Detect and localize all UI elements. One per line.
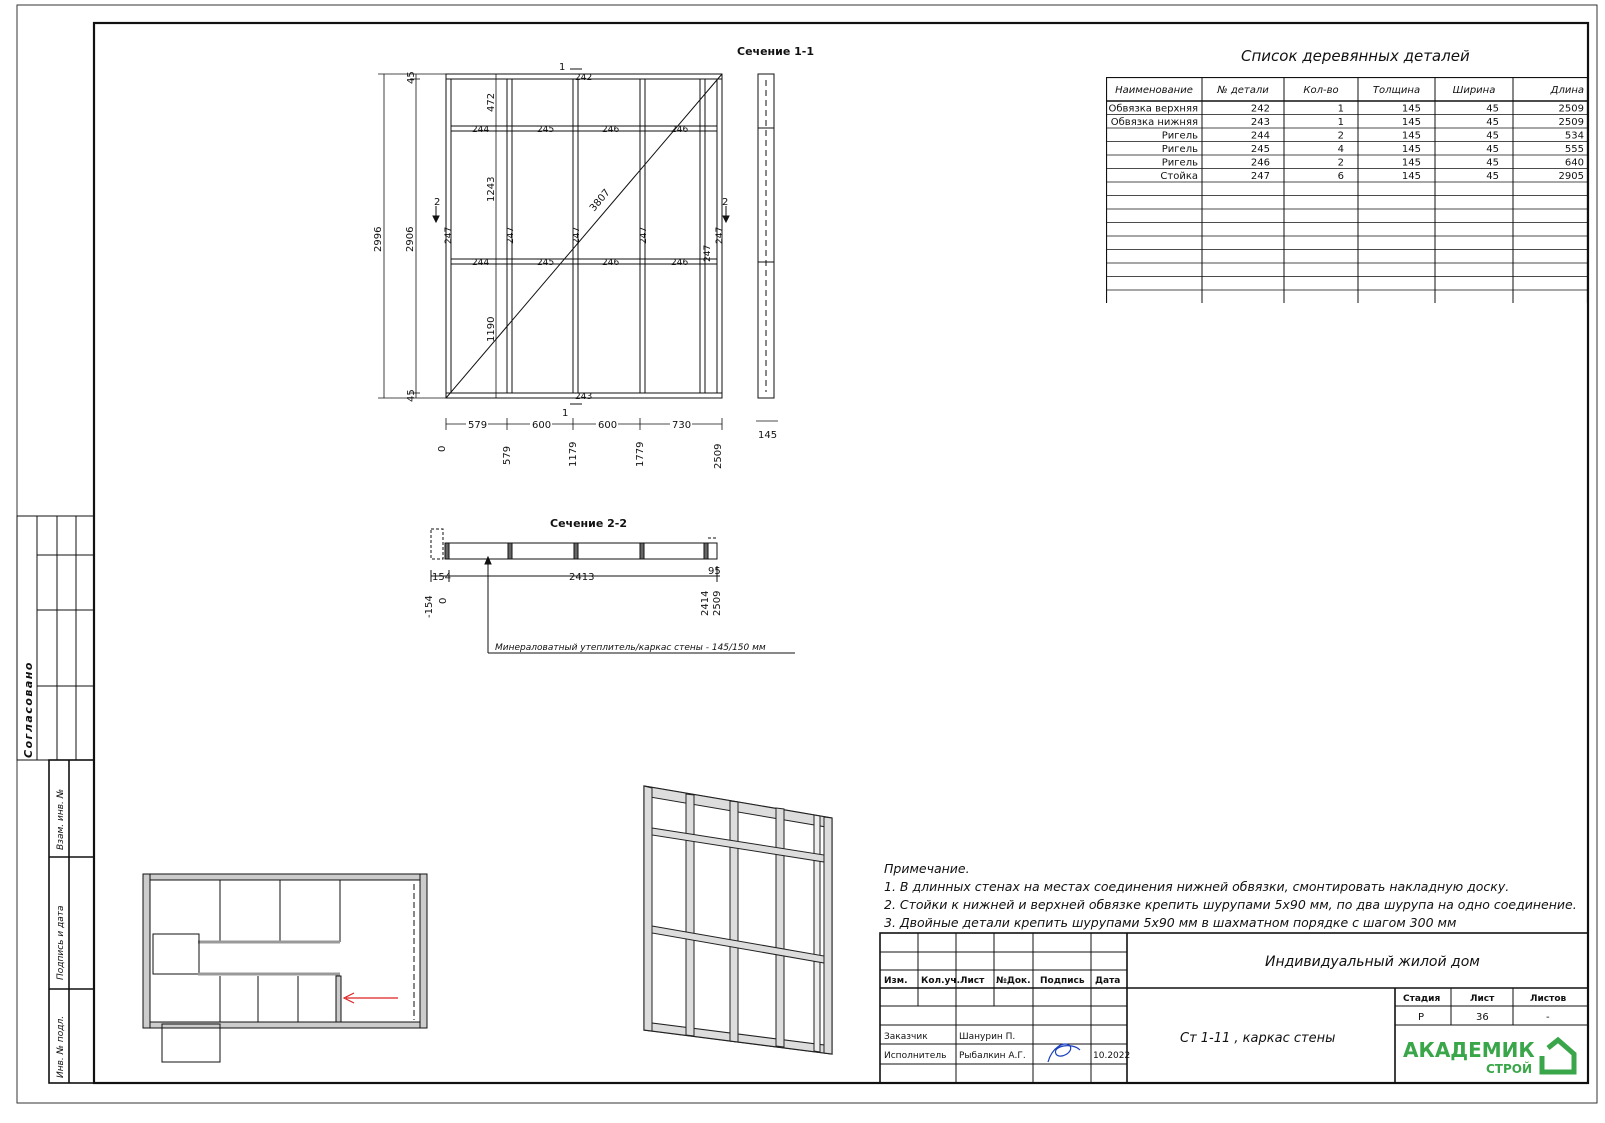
table-header: Толщина [1372,85,1421,96]
diagonal-3807: 3807 [587,187,613,214]
table-cell: Обвязка нижняя [1110,117,1198,128]
part-label-245-b: 245 [537,258,555,268]
table-cell: 2 [1337,157,1344,169]
inv-original-label: Инв. № подл. [56,1015,66,1078]
table-cell: Стойка [1160,171,1198,182]
key-plan-arrow [344,993,398,1003]
key-plan [143,874,427,1062]
notes-block [884,860,1577,932]
table-cell: 145 [1401,157,1421,169]
inv-replace-label: Взам. инв. № [56,788,66,850]
tb-executor-label: Исполнитель [884,1051,947,1061]
tb-sheet: 36 [1476,1012,1489,1023]
company-logo-name: АКАДЕМИК [1403,1038,1535,1062]
sec2-ordinate-0: 0 [438,597,449,604]
notes-title: Примечание. [884,861,970,876]
table-cell: 45 [1486,144,1499,155]
dim-1243: 1243 [486,176,497,202]
part-label-244-a: 244 [472,125,490,135]
note-item-1: 1. В длинных стенах на местах соединения нижней обвязки, смонтировать накладную доску. [884,879,1510,894]
part-label-242: 242 [575,73,593,83]
table-header: Кол-во [1303,85,1339,96]
tb-col-date: Дата [1095,976,1121,986]
table-cell: 45 [1486,157,1499,169]
note-item-2: 2. Стойки к нижней и верхней обвязке крепить шурупами 5х90 мм, по два шурупа на одно соединение. [884,897,1577,912]
table-cell: 45 [1486,130,1499,142]
table-cell: 246 [1250,157,1270,169]
table-header: Длина [1550,85,1584,96]
parts-table [1106,77,1588,303]
table-cell: 244 [1250,130,1270,142]
ordinate-1779: 1779 [635,441,646,467]
tb-customer-label: Заказчик [884,1032,928,1042]
ordinate-2509: 2509 [713,443,724,469]
note-item-3: 3. Двойные детали крепить шурупами 5х90 мм в шахматном порядке с шагом 300 мм [884,915,1457,930]
tb-sheets: - [1546,1012,1550,1023]
table-cell: 2509 [1558,103,1584,115]
table-cell: 6 [1337,171,1344,182]
tb-sheet-title: Ст 1-11 , каркас стены [1180,1031,1336,1046]
tb-col-doc: №Док. [996,976,1031,986]
tb-col-kol: Кол.уч. [921,976,961,986]
part-label-244-b: 244 [472,258,490,268]
part-label-247-e: 247 [703,244,713,262]
part-label-246-d: 246 [671,258,689,268]
part-label-247-c: 247 [572,226,582,244]
company-logo-sub: СТРОЙ [1486,1062,1533,1076]
dim-2996: 2996 [373,226,384,252]
table-cell: 2509 [1558,117,1584,128]
table-cell: 640 [1564,157,1584,169]
tb-stage: Р [1418,1012,1425,1023]
wall-section-plan [431,529,795,653]
chain-dim-600-a: 600 [532,420,552,431]
tb-project: Индивидуальный жилой дом [1265,954,1480,970]
table-cell: 2905 [1558,171,1584,182]
wall-frame-side-view [758,74,774,398]
table-cell: Обвязка верхняя [1108,103,1198,115]
table-cell: 2 [1337,130,1344,142]
dim-45-bottom: 45 [406,389,417,402]
dim-45-top: 45 [406,71,417,84]
vertical-dimensions [378,74,496,398]
table-header: № детали [1217,85,1269,96]
sec2-ordinate-minus-154: -154 [424,595,435,618]
sec2-dim-154: 154 [432,572,452,583]
part-label-247-f: 247 [715,226,725,244]
tb-col-sign: Подпись [1040,976,1085,986]
tb-date: 10.2022 [1093,1051,1131,1061]
table-cell: Ригель [1161,130,1198,142]
table-cell: 534 [1564,130,1584,142]
table-cell: Ригель [1161,157,1198,169]
table-cell: 45 [1486,103,1499,115]
cut-mark-bottom: 1 [562,408,569,419]
table-cell: 145 [1401,130,1421,142]
table-cell: 243 [1250,117,1270,128]
section-2-title: Сечение 2-2 [550,517,628,530]
tb-stage-label: Стадия [1403,994,1441,1004]
table-cell: 45 [1486,117,1499,128]
dim-2906: 2906 [405,226,416,252]
part-label-243: 243 [575,392,593,402]
wall-frame-elevation [446,74,722,398]
tb-executor: Рыбалкин А.Г. [959,1051,1026,1061]
table-cell: 1 [1337,103,1344,115]
table-cell: Ригель [1161,144,1198,155]
table-cell: 145 [1401,103,1421,115]
table-cell: 145 [1401,117,1421,128]
table-cell: 145 [1401,144,1421,155]
sec2-ordinate-2509: 2509 [712,590,723,616]
ordinate-0: 0 [437,445,448,452]
tb-customer: Шанурин П. [959,1032,1016,1042]
ordinate-579: 579 [502,445,513,465]
chain-dim-730: 730 [672,420,692,431]
part-label-247-d: 247 [639,226,649,244]
insulation-leader-text: Минераловатный утеплитель/каркас стены - 145/150 мм [495,643,766,653]
side-width-145: 145 [758,430,778,441]
signature-date-label: Подпись и дата [56,905,66,980]
part-label-245-a: 245 [537,125,555,135]
parts-table-title: Список деревянных деталей [1241,47,1470,65]
sec2-dim-95: 95 [708,566,721,577]
dim-472: 472 [486,92,497,112]
table-cell: 45 [1486,171,1499,182]
dim-1190: 1190 [486,316,497,342]
house-logo-icon [1542,1040,1574,1072]
table-cell: 145 [1401,171,1421,182]
part-label-246-c: 246 [602,258,620,268]
agreed-label: Согласовано [22,661,35,758]
cut-mark-top: 1 [559,62,566,73]
ordinate-1179: 1179 [568,441,579,467]
cut-mark-right: 2 [722,197,729,208]
section-1-title: Сечение 1-1 [737,45,815,58]
table-cell: 242 [1250,103,1270,115]
cut-mark-left: 2 [434,197,441,208]
table-cell: 245 [1250,144,1270,155]
tb-sheets-label: Листов [1530,994,1567,1004]
sec2-ordinate-2414: 2414 [700,590,711,616]
chain-dim-600-b: 600 [598,420,618,431]
tb-sheet-label: Лист [1470,994,1495,1004]
tb-col-list: Лист [960,976,985,986]
part-label-247-a: 247 [444,226,454,244]
chain-dim-579: 579 [468,420,488,431]
table-header: Наименование [1115,85,1193,96]
part-label-246-a: 246 [602,125,620,135]
signature [1048,1044,1080,1062]
table-cell: 247 [1250,171,1270,182]
frame-3d-view [644,786,832,1054]
part-label-247-b: 247 [506,226,516,244]
tb-col-izm: Изм. [884,976,908,986]
table-cell: 1 [1337,117,1344,128]
sec2-dim-2413: 2413 [569,572,595,583]
table-cell: 555 [1564,144,1584,155]
part-label-246-b: 246 [671,125,689,135]
table-header: Ширина [1452,85,1496,96]
table-cell: 4 [1337,144,1344,155]
